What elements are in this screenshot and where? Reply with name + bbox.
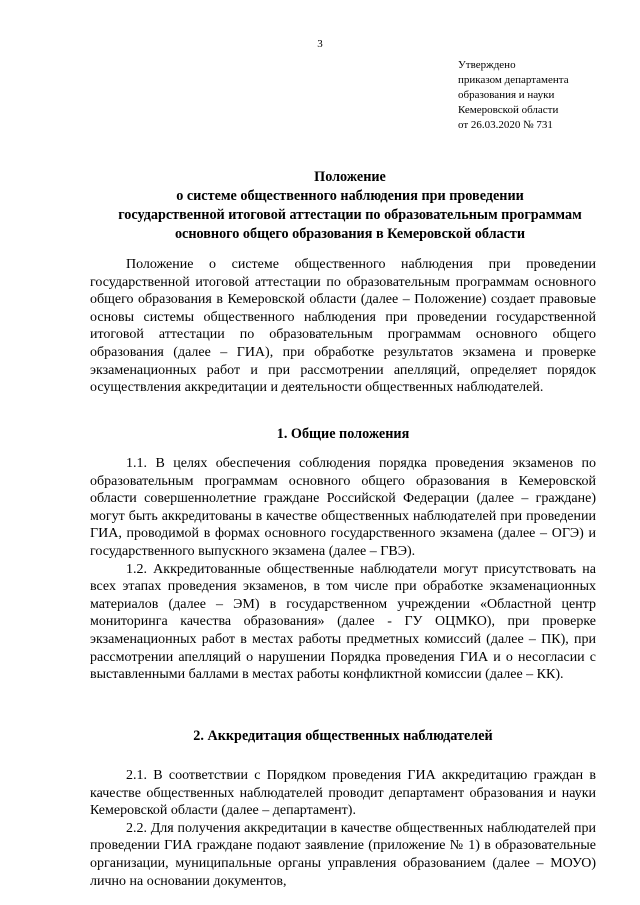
approval-line: приказом департамента bbox=[458, 74, 569, 86]
title-line: основного общего образования в Кемеровской области bbox=[174, 226, 526, 242]
section-heading-text: 2. Аккредитация общественных наблюдателей bbox=[193, 728, 493, 744]
approval-stamp bbox=[458, 58, 628, 133]
title-line: о системе общественного наблюдения при проведении bbox=[176, 188, 524, 204]
page-number: 3 bbox=[317, 38, 323, 50]
approval-line: Утверждено bbox=[458, 59, 516, 71]
section-1-body bbox=[90, 455, 596, 684]
intro-paragraph: Положение о системе общественного наблюдения при проведении государственной итоговой аттестации по образовательным программам основного общего образования в Кемеровской области (далее – Положение) создает правовые основы системы общественного наблюдения при проведении государственной итоговой аттестации по образовательным программам основного общего образования (далее – ГИА), при обработке результатов экзамена и проверке экзаменационных работ и при рассмотрении апелляций, определяет порядок осуществления аккредитации и деятельности общественных наблюдателей. bbox=[90, 257, 596, 396]
section-2-body bbox=[90, 767, 596, 890]
approval-line: Кемеровской области bbox=[458, 104, 559, 116]
paragraph-1-1: 1.1. В целях обеспечения соблюдения порядка проведения экзаменов по образовательным программам основного общего образования в Кемеровской области совершеннолетние граждане Российской Федерации (далее – граждане) могут быть аккредитованы в качестве общественных наблюдателей при проведении ГИА, проводимой в формах основного государственного экзамена (далее – ОГЭ) и государственного выпускного экзамена (далее – ГВЭ). bbox=[90, 456, 596, 559]
paragraph-2-2: 2.2. Для получения аккредитации в качестве общественных наблюдателей при проведении ГИА граждане подают заявление (приложение № 1) в образовательные организации, муниципальные органы управления образованием (далее – МОУО) лично на основании документов, bbox=[90, 820, 596, 889]
title-line: государственной итоговой аттестации по образовательным программам bbox=[118, 207, 582, 223]
title-line: Положение bbox=[314, 169, 386, 185]
approval-line: от 26.03.2020 № 731 bbox=[458, 119, 553, 131]
document-title bbox=[70, 168, 630, 244]
section-2-heading bbox=[90, 728, 596, 745]
section-1-heading bbox=[90, 426, 596, 443]
paragraph-1-2: 1.2. Аккредитованные общественные наблюдатели могут присутствовать на всех этапах проведения экзаменов, в том числе при обработке экзаменационных материалов (далее – ЭМ) в государственном учреждении «Областной центр мониторинга качества образования» (далее - ГУ ОЦМКО), при проверке экзаменационных работ в местах работы предметных комиссий (далее – ПК), при рассмотрении апелляций о нарушении Порядка проведения ГИА и о несогласии с выставленными баллами в местах работы конфликтной комиссии (далее – КК). bbox=[90, 561, 596, 683]
paragraph-2-1: 2.1. В соответствии с Порядком проведения ГИА аккредитацию граждан в качестве общественных наблюдателей проводит департамент образования и науки Кемеровской области (далее – департамент). bbox=[90, 768, 596, 819]
section-heading-text: 1. Общие положения bbox=[276, 426, 410, 442]
intro-block bbox=[90, 256, 596, 397]
approval-line: образования и науки bbox=[458, 89, 555, 101]
